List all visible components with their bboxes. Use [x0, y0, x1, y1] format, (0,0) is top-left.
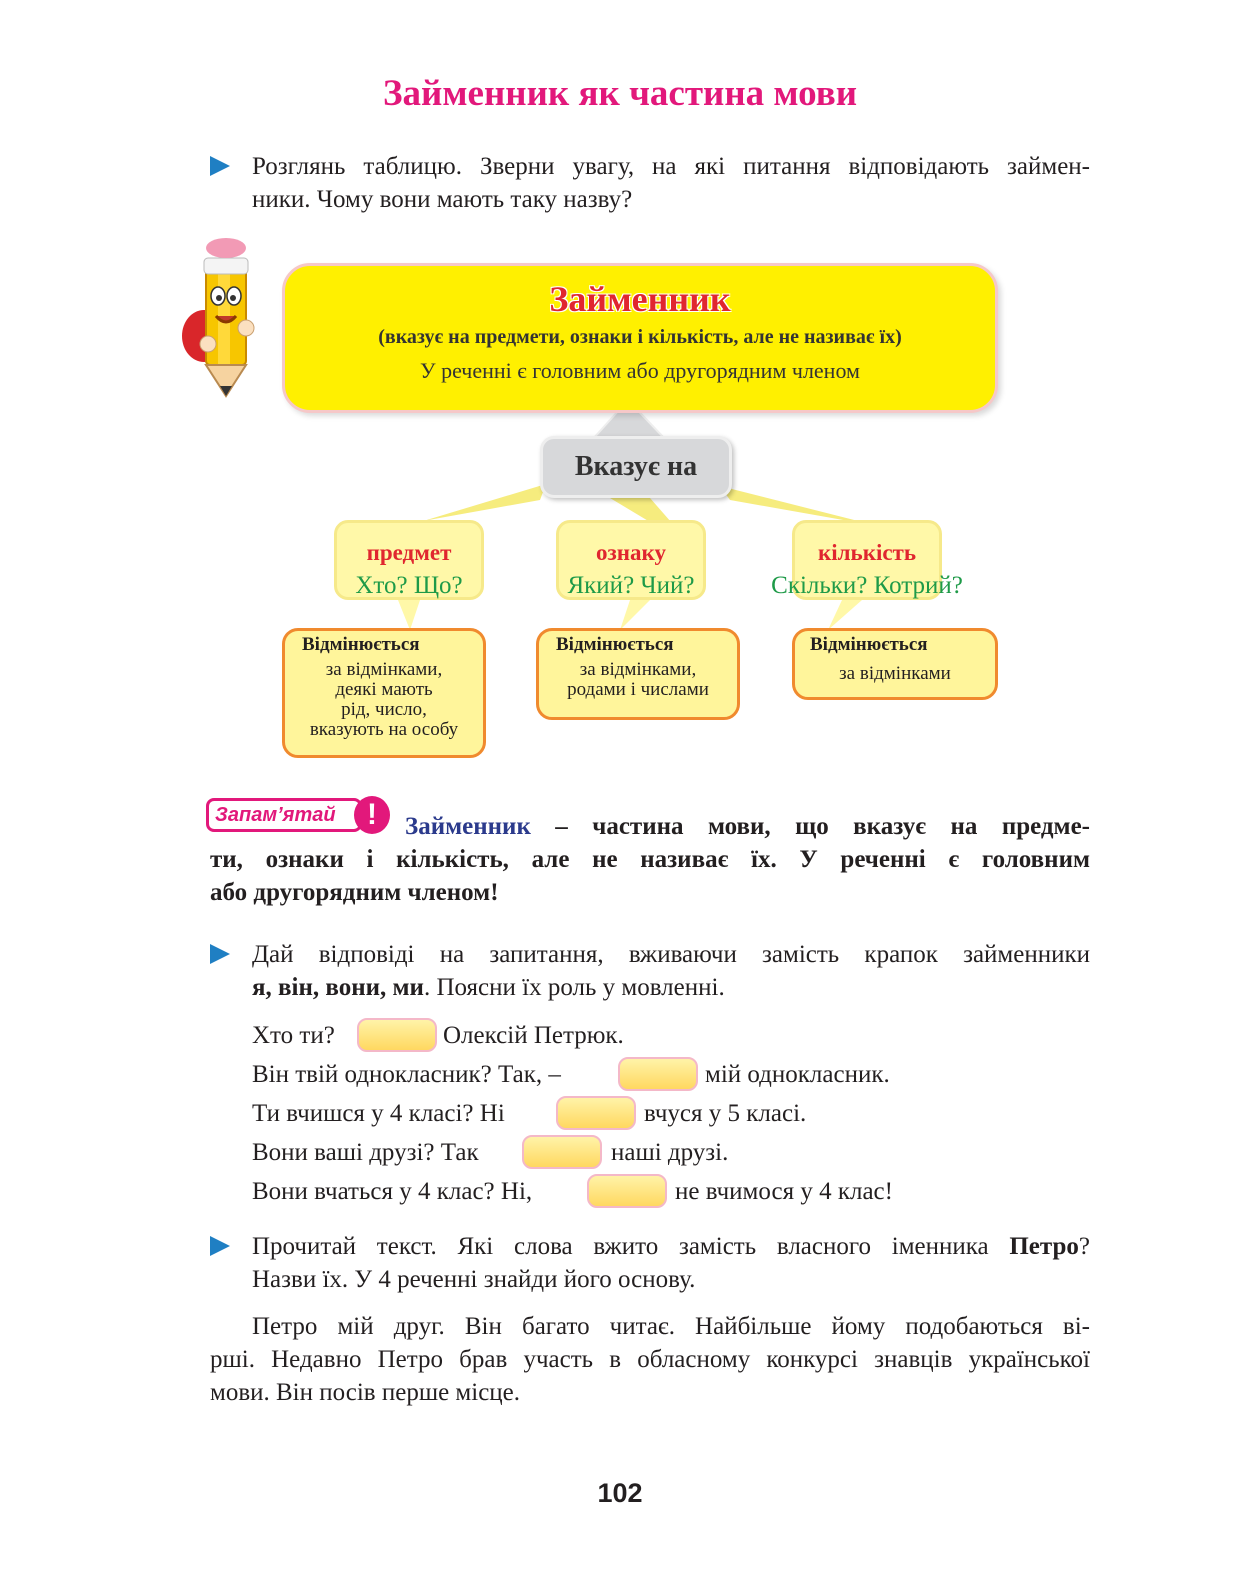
rule-line3: або другорядним членом!: [210, 879, 499, 906]
diagram-main-text: У реченні є головним або другорядним членом: [420, 358, 860, 383]
category-head: кількість: [817, 540, 917, 565]
task2-pronouns: я, він, вони, ми: [252, 974, 424, 1001]
task3-line1-end: ?: [1078, 1233, 1090, 1260]
declension-line: за відмінками,: [579, 659, 697, 680]
task3-line1-start: Прочитай текст. Які слова вжито замість власного іменника: [252, 1233, 1010, 1260]
page-number: 102: [597, 1478, 643, 1508]
story-line1: Петро мій друг. Він багато читає. Найбільше йому подобаються ві-: [252, 1313, 1090, 1340]
declension-line: вказують на особу: [309, 719, 459, 740]
task3-line1: [252, 1230, 1090, 1263]
task3-line2: Назви їх. У 4 реченні знайди його основу.: [252, 1266, 696, 1293]
exercise-before: Вони вчаться у 4 клас? Ні,: [252, 1178, 533, 1205]
category-questions: Хто? Що?: [355, 572, 463, 599]
declension-line: рід, число,: [341, 699, 427, 720]
points-to-box: Вказує на: [540, 436, 732, 498]
remember-label: Запам’ятай: [206, 798, 362, 832]
declension-head: Відмінюється: [810, 634, 928, 655]
answer-blank[interactable]: [556, 1096, 636, 1130]
task2-line1: Дай відповіді на запитання, вживаючи замість крапок займенники: [252, 941, 1090, 968]
task3-name: Петро: [1009, 1233, 1079, 1260]
page-title: Займенник як частина мови: [382, 73, 858, 114]
declension-line: родами і числами: [567, 679, 709, 700]
task1-line2: ники. Чому вони мають таку назву?: [252, 186, 633, 213]
declension-line: за відмінками: [839, 663, 951, 684]
exercise-line: [252, 1022, 335, 1050]
exercise-before: Хто ти?: [252, 1022, 335, 1049]
exercise-before: Ти вчишся у 4 класі? Ні: [252, 1100, 505, 1127]
remember-rule: [210, 810, 1090, 909]
task2-line2-rest: . Поясни їх роль у мовленні.: [423, 974, 725, 1001]
answer-blank[interactable]: [357, 1018, 437, 1052]
declension-line: за відмінками,: [325, 659, 443, 680]
category-head: ознаку: [596, 540, 666, 565]
story-line3: мови. Він посів перше місце.: [210, 1379, 521, 1406]
declension-head: Відмінюється: [556, 634, 674, 655]
rule-line2: ти, ознаки і кількість, але не називає їх. У реченні є головним: [210, 846, 1090, 873]
declension-line: деякі мають: [335, 679, 433, 700]
declension-head: Відмінюється: [302, 634, 420, 655]
category-questions: Скільки? Котрий?: [771, 572, 963, 599]
bullet-arrow-icon: [210, 1236, 230, 1256]
story-line2: рші. Недавно Петро брав участь в обласному конкурсі знавців української: [210, 1346, 1090, 1373]
exercise-before: Вони ваші друзі? Так: [252, 1139, 479, 1166]
exercise-after: наші друзі.: [611, 1139, 729, 1166]
diagram-main-subtitle: (вказує на предмети, ознаки і кількість, але не називає їх): [378, 326, 902, 348]
answer-blank[interactable]: [587, 1174, 667, 1208]
rule-line1: – частина мови, що вказує на предме-: [530, 813, 1090, 840]
task1-line1: Розглянь таблицю. Зверни увагу, на які питання відповідають займен-: [252, 153, 1090, 180]
task2-line2: [252, 971, 1090, 1004]
bullet-arrow-icon: [210, 944, 230, 964]
answer-blank[interactable]: [618, 1057, 698, 1091]
exercise-after: вчуся у 5 класі.: [644, 1100, 807, 1127]
rule-term: Займенник: [405, 813, 531, 840]
exercise-before: Він твій однокласник? Так, –: [252, 1061, 561, 1088]
category-questions: Який? Чий?: [567, 572, 695, 599]
diagram-main-title: Займенник: [549, 279, 731, 319]
exclamation-icon: !: [354, 796, 390, 834]
exercise-after: мій однокласник.: [705, 1061, 890, 1088]
exercise-after: Олексій Петрюк.: [443, 1022, 624, 1049]
answer-blank[interactable]: [522, 1135, 602, 1169]
category-head: предмет: [366, 540, 452, 565]
exercise-after: не вчимося у 4 клас!: [675, 1178, 893, 1205]
